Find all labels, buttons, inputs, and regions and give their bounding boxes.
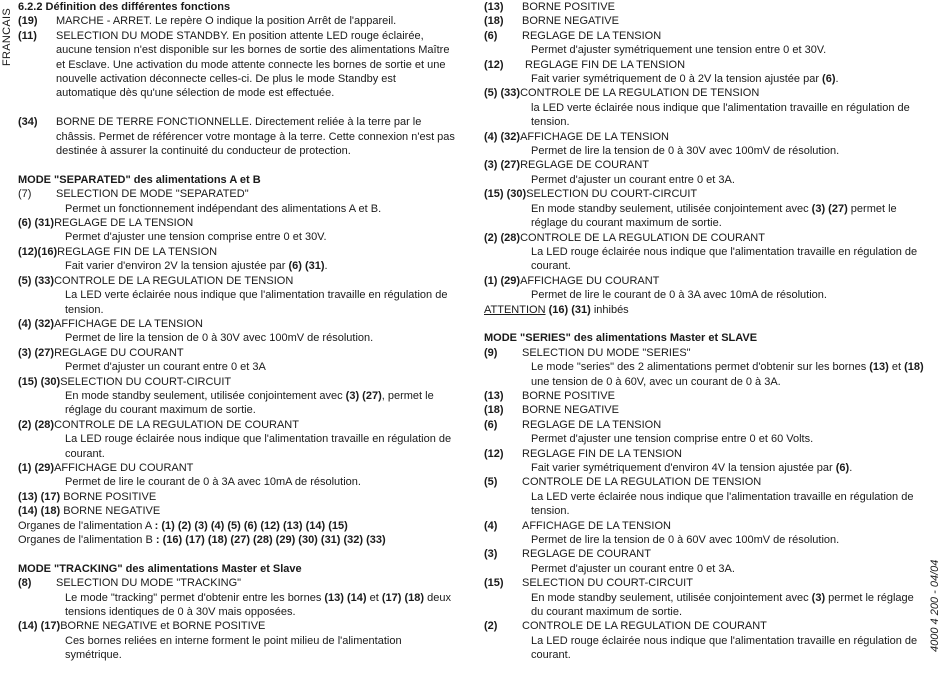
item-heading: SELECTION DE MODE "SEPARATED" — [56, 188, 249, 201]
plain-line: (14) (18) BORNE NEGATIVE — [18, 505, 161, 518]
item-code: (6) (31) — [18, 217, 55, 230]
intro-item — [18, 29, 456, 101]
tracking-item — [18, 619, 456, 662]
tracking-item: (4) (32) AFFICHAGE DE LA TENSION Permet de lire la tension de 0 à 30V avec 100mV de résolution. — [484, 130, 840, 158]
separated-item — [18, 418, 456, 461]
item-description: Fait varier d'environ 2V la tension ajustée par (6) (31). — [65, 260, 328, 273]
tracking-item: (2) (28) CONTROLE DE LA REGULATION DE COURANT La LED rouge éclairée nous indique que l'alimentation travaille en régulation de courant. — [484, 231, 918, 273]
plain-line: (13) BORNE POSITIVE — [484, 1, 615, 13]
intro-item — [18, 115, 456, 158]
item-description: Permet d'ajuster un courant entre 0 et 3A — [65, 361, 266, 374]
separated-item — [18, 375, 456, 418]
item-code: (2) (28) — [18, 418, 55, 431]
item-code: (8) — [18, 577, 32, 590]
item-code: (14) (17) — [18, 620, 61, 633]
plain-line: (13) BORNE POSITIVE — [484, 389, 615, 402]
item-code: (7) — [18, 188, 32, 201]
separated-item — [18, 274, 456, 317]
item-heading: SELECTION DU MODE "TRACKING" — [56, 577, 242, 590]
item-code: (19) — [18, 15, 38, 28]
item-description: Permet de lire le courant de 0 à 3A avec 10mA de résolution. — [65, 476, 361, 489]
series-item: (3) REGLAGE DE COURANT Permet d'ajuster un courant entre 0 et 3A. — [484, 548, 735, 575]
tracking-item: (6) REGLAGE DE LA TENSION Permet d'ajuster symétriquement une tension entre 0 et 30V. — [484, 29, 827, 57]
language-side-label: FRANCAIS — [1, 7, 13, 66]
separated-item — [18, 216, 456, 245]
item-heading: CONTROLE DE LA REGULATION DE TENSION — [54, 274, 294, 287]
item-heading: AFFICHAGE DE LA TENSION — [54, 317, 204, 330]
section-title-definitions: 6.2.2 Définition des différentes fonctions — [18, 1, 231, 13]
item-code: (12)(16) — [18, 245, 58, 258]
item-code: (15) (30) — [18, 375, 61, 388]
separated-item — [18, 187, 456, 216]
item-description: En mode standby seulement, utilisée conjointement avec (3) (27), permet le réglage du courant maximum de sortie. — [65, 389, 434, 417]
plain-line: (13) (17) BORNE POSITIVE — [18, 490, 157, 503]
item-heading: REGLAGE DU COURANT — [54, 346, 184, 359]
tracking-item: (1) (29) AFFICHAGE DU COURANT Permet de lire le courant de 0 à 3A avec 10mA de résolution. — [484, 274, 827, 302]
document-reference: 4000 4 200 - 04/04 — [929, 559, 941, 652]
series-item: (5) CONTROLE DE LA REGULATION DE TENSION La LED verte éclairée nous indique que l'alimentation travaille en régulation de tension. — [484, 476, 914, 518]
series-item: (2) CONTROLE DE LA REGULATION DE COURANT La LED rouge éclairée nous indique que l'alimentation travaille en régulation de courant. — [484, 620, 918, 662]
item-description: Le mode "tracking" permet d'obtenir entre les bornes (13) (14) et (17) (18) deux tensions identiques de 0 à 30V mais opposées. — [65, 591, 451, 619]
item-code: (5) (33) — [18, 274, 55, 287]
series-item: (12) REGLAGE FIN DE LA TENSION Fait varier symétriquement d'environ 4V la tension ajustée par (6). — [484, 447, 853, 474]
separated-item — [18, 346, 456, 375]
tracking-item — [18, 576, 456, 619]
plain-line: (18) BORNE NEGATIVE — [484, 15, 619, 28]
item-code: (3) (27) — [18, 346, 55, 359]
item-code: (11) — [18, 29, 37, 42]
item-description: La LED rouge éclairée nous indique que l'alimentation travaille en régulation de courant. — [65, 433, 452, 460]
item-heading: REGLAGE DE LA TENSION — [54, 217, 194, 230]
series-item: (15) SELECTION DU COURT-CIRCUIT En mode standby seulement, utilisée conjointement avec (3) permet le réglage du courant maximum de sortie. — [484, 577, 914, 619]
item-description: Permet de lire la tension de 0 à 30V avec 100mV de résolution. — [65, 332, 374, 345]
separated-item — [18, 245, 456, 274]
tracking-item: (15) (30) SELECTION DU COURT-CIRCUIT En mode standby seulement, utilisée conjointement avec (3) (27) permet le réglage du courant maximum de sortie. — [484, 188, 897, 230]
section-title-series: MODE "SERIES" des alimentations Master et SLAVE — [484, 332, 758, 345]
item-text: BORNE DE TERRE FONCTIONNELLE. Directement reliée à la terre par le châssis. Permet de référencer votre montage à la terre. Cette connexion n'est pas destinée à assurer la continuité du conducteur de protection. — [56, 116, 455, 158]
organs-line-b: Organes de l'alimentation B : (16) (17) (18) (27) (28) (29) (30) (31) (32) (33) — [18, 534, 386, 546]
plain-line: (18) BORNE NEGATIVE — [484, 404, 619, 417]
item-heading: REGLAGE FIN DE LA TENSION — [57, 245, 218, 258]
item-code: (1) (29) — [18, 461, 55, 474]
separated-item — [18, 317, 456, 346]
section-title-separated: MODE "SEPARATED" des alimentations A et B — [18, 173, 261, 186]
item-description: La LED verte éclairée nous indique que l'alimentation travaille en régulation de tension. — [65, 289, 448, 316]
item-heading: BORNE NEGATIVE et BORNE POSITIVE — [60, 620, 266, 633]
item-heading: AFFICHAGE DU COURANT — [54, 461, 194, 474]
left-column — [18, 0, 456, 663]
item-code: (4) (32) — [18, 317, 55, 330]
tracking-item: (3) (27) REGLAGE DE COURANT Permet d'ajuster un courant entre 0 et 3A. — [484, 159, 735, 186]
series-item: (9) SELECTION DU MODE "SERIES" Le mode "series" des 2 alimentations permet d'obtenir sur les bornes (13) et (18) une tension de 0 à 60V, avec un courant de 0 à 3A. — [484, 346, 924, 388]
item-text: MARCHE - ARRET. Le repère O indique la position Arrêt de l'appareil. — [56, 15, 397, 28]
item-heading: CONTROLE DE LA REGULATION DE COURANT — [54, 418, 299, 431]
item-description: Ces bornes reliées en interne forment le point milieu de l'alimentation symétrique. — [65, 634, 402, 662]
attention-line: ATTENTION (16) (31) inhibés — [484, 303, 629, 316]
item-code: (34) — [18, 116, 38, 129]
item-text: SELECTION DU MODE STANDBY. En position attente LED rouge éclairée, aucune tension n'est disponible sur les bornes de sortie des alimentations Maître et Esclave. Une activation du mode attente connecte les bornes de sortie et une nouvelle activation déconnecte celles-ci. De plus le mode Standby est automatique dès qu'une sélection de mode est effectuée. — [56, 29, 450, 100]
section-title-tracking: MODE "TRACKING" des alimentations Master et Slave — [18, 562, 302, 575]
item-description: Permet un fonctionnement indépendant des alimentations A et B. — [65, 202, 382, 215]
intro-item — [18, 14, 456, 28]
series-item: (6) REGLAGE DE LA TENSION Permet d'ajuster une tension comprise entre 0 et 60 Volts. — [484, 418, 814, 446]
series-item: (4) AFFICHAGE DE LA TENSION Permet de lire la tension de 0 à 60V avec 100mV de résolution. — [484, 519, 840, 547]
separated-item — [18, 461, 456, 490]
organs-line-a: Organes de l'alimentation A : (1) (2) (3) (4) (5) (6) (12) (13) (14) (15) — [18, 519, 348, 532]
tracking-item: (5) (33) CONTROLE DE LA REGULATION DE TENSION la LED verte éclairée nous indique que l'alimentation travaille en régulation de tension. — [484, 87, 910, 129]
right-column — [484, 0, 924, 663]
item-description: Permet d'ajuster une tension comprise entre 0 et 30V. — [65, 231, 327, 244]
item-heading: SELECTION DU COURT-CIRCUIT — [60, 375, 232, 388]
tracking-item: (12) REGLAGE FIN DE LA TENSION Fait varier symétriquement de 0 à 2V la tension ajustée par (6). — [484, 58, 839, 86]
